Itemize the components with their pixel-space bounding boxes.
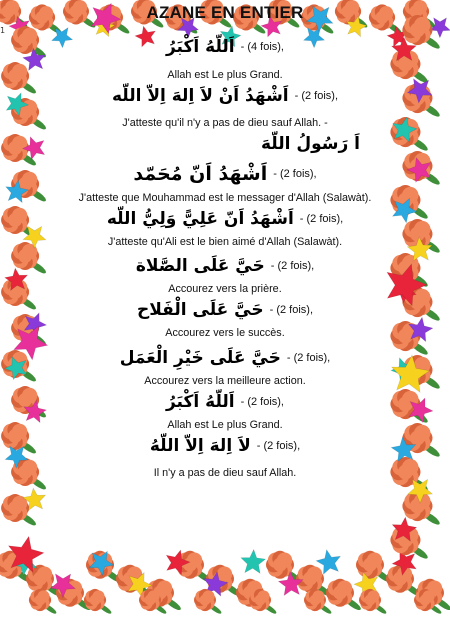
arabic-text: لاَ اِلهَ اِلاّ اللّهُ — [149, 436, 251, 456]
arabic-line-6 — [48, 254, 402, 278]
arabic-line-2 — [48, 84, 402, 108]
french-line-6: Accourez vers la prière. — [168, 283, 282, 295]
arabic-line-8 — [48, 346, 402, 370]
repeat-count: - (4 fois), — [240, 41, 284, 53]
french-line-9: Allah est Le plus Grand. — [167, 419, 283, 431]
repeat-count: - (2 fois), — [273, 168, 317, 180]
repeat-count: - (2 fois), — [294, 90, 339, 102]
star-decoration — [241, 550, 266, 574]
arabic-line-9 — [48, 390, 402, 414]
star-decoration — [430, 18, 450, 38]
arabic-line-1 — [48, 35, 402, 59]
french-line-5: J'atteste qu'Ali est le bien aimé d'Allah (Salawàt). — [107, 236, 343, 248]
arabic-text: اَللّهُ اَكْبَرُ — [165, 392, 235, 412]
repeat-count: - (2 fois), — [270, 260, 315, 272]
repeat-count: - (2 fois), — [240, 396, 284, 408]
repeat-count: - (2 fois), — [269, 304, 314, 316]
arabic-text: اَشْهَدُ اَنّ عَلِيًّ وَلِيُّ اللّه — [106, 209, 294, 229]
carnation-decoration — [84, 589, 113, 615]
french-line-8: Accourez vers la meilleure action. — [144, 375, 306, 387]
arabic-text: حَيَّ عَلَى الْفَلاح — [136, 300, 264, 320]
arabic-text: اَشْهَدُ اَنّ مُحَمّد — [133, 163, 268, 185]
repeat-count: - (2 fois), — [256, 440, 301, 452]
arabic-line-3 — [48, 132, 402, 156]
prayer-text — [48, 0, 402, 482]
french-line-2: J'atteste qu'il n'y a pas de dieu sauf Allah. - — [122, 117, 328, 129]
french-line-7: Accourez vers le succès. — [165, 327, 285, 339]
french-line-10: Il n'y a pas de dieu sauf Allah. — [153, 467, 297, 479]
arabic-text: اَ رَسُولُ اللّهَ — [260, 134, 360, 154]
arabic-line-10 — [48, 434, 402, 458]
arabic-line-7 — [48, 298, 402, 322]
repeat-count: - (2 fois), — [286, 352, 331, 364]
arabic-text: اَللّهُ اَكْبَرُ — [165, 37, 235, 57]
arabic-text: حَيَّ عَلَى خَيْرِ الْعَمَل — [119, 348, 281, 368]
carnation-decoration — [11, 26, 47, 59]
document-title: AZANE EN ENTIER — [146, 3, 304, 22]
carnation-decoration — [359, 589, 388, 615]
arabic-text: حَيَّ عَلَى الصَّلاة — [135, 256, 265, 276]
french-line-4: J'atteste que Mouhammad est le messager d'Allah (Salawàt). — [78, 192, 372, 204]
arabic-line-4 — [48, 162, 402, 186]
arabic-line-5 — [48, 207, 402, 231]
page-number: 1 — [0, 26, 6, 35]
carnation-decoration — [249, 589, 278, 615]
repeat-count: - (2 fois), — [299, 213, 344, 225]
french-line-1: Allah est Le plus Grand. — [167, 69, 283, 81]
arabic-text: اَشْهَدُ اَنْ لاَ اِلهَ اِلاّ اللّه — [111, 86, 289, 106]
